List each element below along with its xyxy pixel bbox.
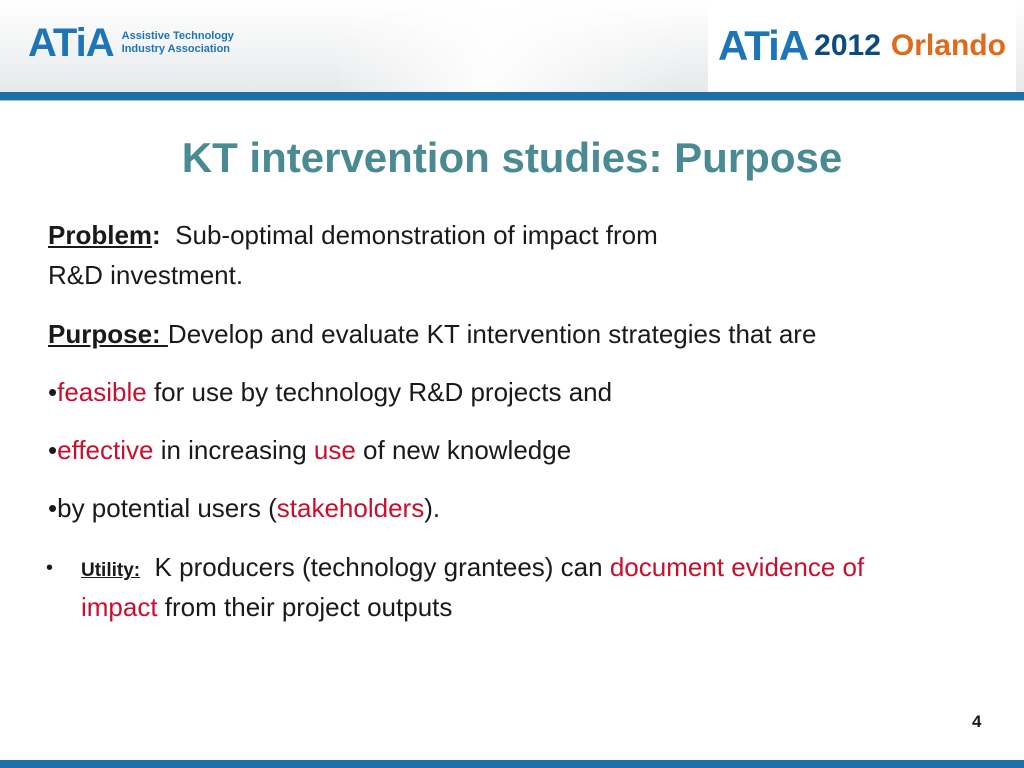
utility-bullet-dot: •: [46, 557, 54, 579]
bullet-effective-text: of new knowledge: [355, 435, 572, 465]
page-number: 4: [972, 712, 982, 731]
atia-logo-left: [28, 18, 234, 68]
bullet-effective-dot: •: [48, 435, 58, 465]
bullet-effective-use: use: [313, 435, 356, 465]
slide-title: KT intervention studies: Purpose: [181, 134, 843, 181]
bullet-stakeholders-dot: •: [48, 493, 58, 523]
problem-line-2: R&D investment.: [48, 260, 244, 290]
problem-line-1: [48, 220, 658, 251]
atia-logo-text: ATiA: [28, 21, 114, 65]
atia-2012-logo-city: Orlando: [890, 29, 1006, 62]
atia-logo-subtitle: [122, 30, 234, 56]
utility-highlight-1: document evidence of: [609, 552, 865, 582]
bullet-feasible: [48, 377, 612, 408]
bullet-effective-mid: in increasing: [153, 435, 314, 465]
utility-label: Utility:: [81, 560, 141, 581]
bullet-stakeholders: [48, 493, 440, 524]
atia-2012-orlando-logo: [708, 0, 1016, 92]
bullet-stakeholders-highlight: stakeholders: [276, 493, 425, 523]
footer-rule: [0, 760, 1024, 768]
utility-line-2: [81, 592, 452, 623]
header-rule-thin: [0, 100, 1024, 101]
header-sheen: [340, 0, 680, 92]
atia-logo-line2: Industry Association: [121, 43, 231, 55]
problem-text-1: Sub-optimal demonstration of impact from: [160, 220, 658, 250]
utility-highlight-2: impact: [81, 592, 158, 622]
bullet-stakeholders-pre: by potential users (: [57, 493, 277, 523]
purpose-label: Purpose:: [48, 319, 168, 349]
bullet-effective-highlight: effective: [57, 435, 154, 465]
utility-line-1: [81, 552, 864, 583]
problem-colon: :: [152, 220, 161, 250]
purpose-line: [48, 319, 816, 350]
atia-2012-logo-mark: ATiA: [718, 22, 809, 69]
utility-text-2: from their project outputs: [157, 592, 453, 622]
problem-label: Problem: [48, 220, 153, 250]
bullet-effective: [48, 435, 571, 466]
utility-text-1: K producers (technology grantees) can: [140, 552, 610, 582]
purpose-text: Develop and evaluate KT intervention strategies that are: [167, 319, 817, 349]
bullet-feasible-dot: •: [48, 377, 58, 407]
header-rule: [0, 92, 1024, 100]
bullet-feasible-text: for use by technology R&D projects and: [146, 377, 613, 407]
atia-2012-logo-year: 2012: [814, 29, 881, 62]
atia-logo-mark: [28, 23, 114, 63]
atia-logo-line1: Assistive Technology: [121, 30, 234, 42]
bullet-feasible-highlight: feasible: [57, 377, 147, 407]
bullet-stakeholders-post: ).: [424, 493, 441, 523]
